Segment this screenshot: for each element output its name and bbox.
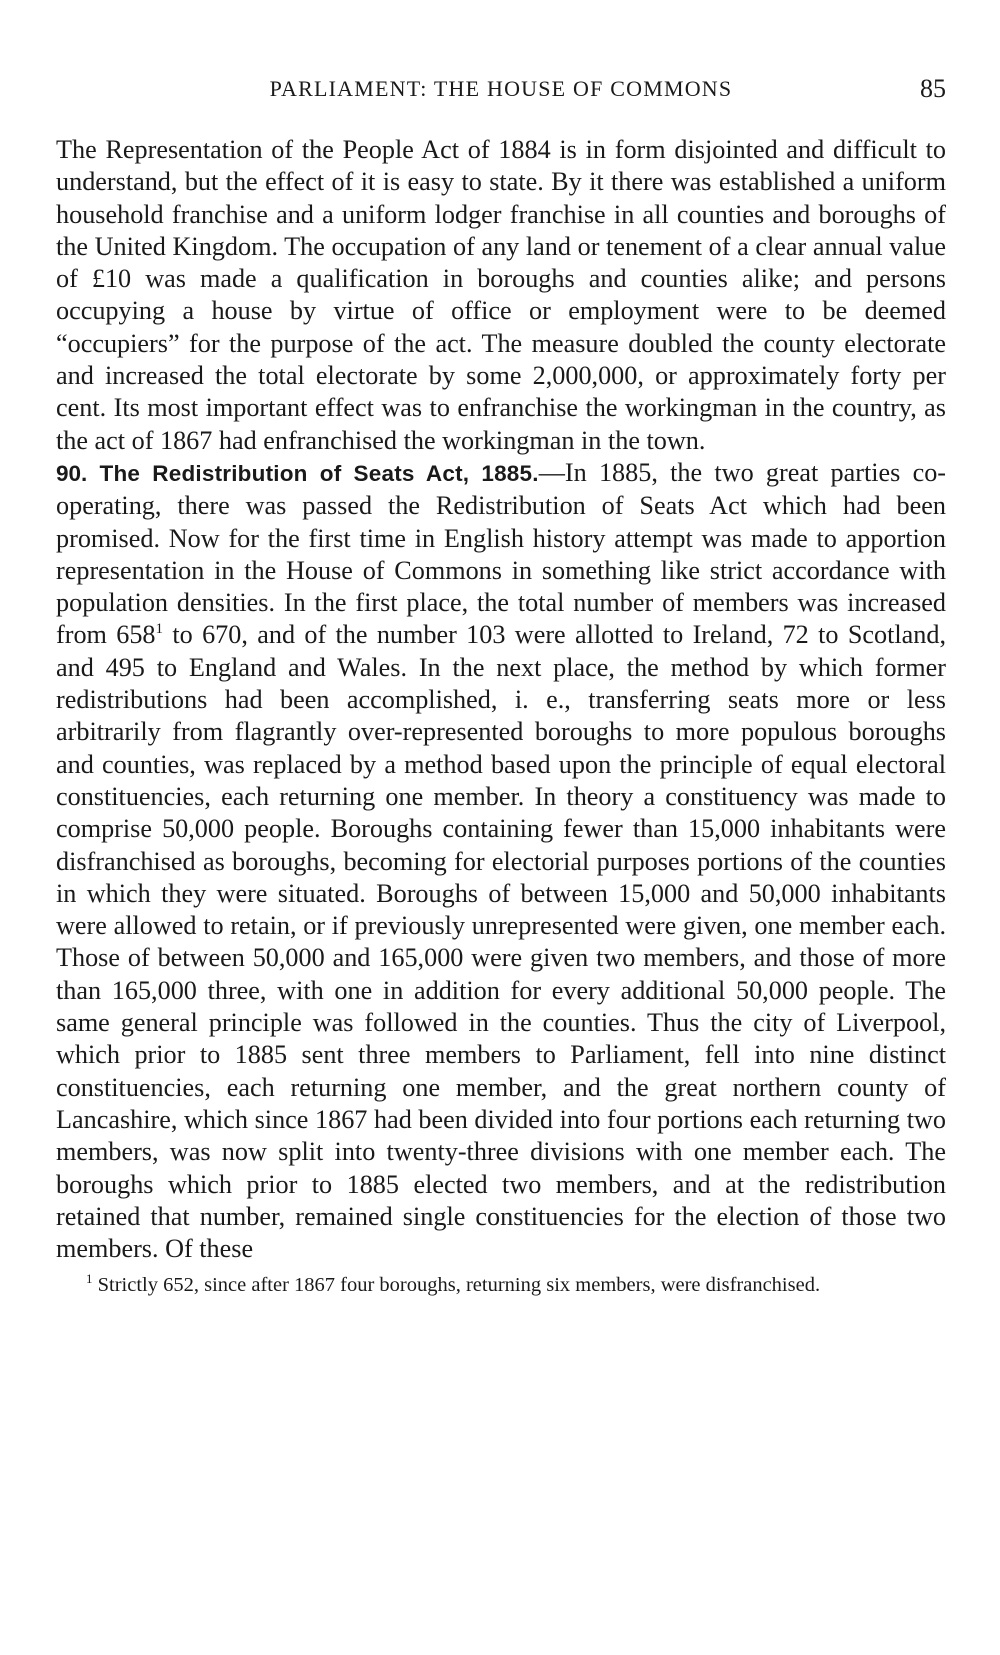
footnote-reference: 1 [155, 621, 164, 638]
page-number: 85 [920, 74, 946, 103]
paragraph-representation-act: The Representation of the People Act of 1884 is in form disjointed and difficult to understand, but the effect of it is easy to state. By it there was established a uniform household franchise and a uniform lodger franchise in all counties and boroughs of the United Kingdom. The occupation of any land or tenement of a clear annual value of £10 was made a qualification in boroughs and counties alike; and persons occupying a house by virtue of office or employment were to be deemed “occupiers” for the purpose of the act. The measure doubled the county electorate and increased the total electorate by some 2,000,000, or approximately forty per cent. Its most important effect was to enfranchise the workingman in the country, as the act of 1867 had enfranchised the workingman in the town. [56, 135, 946, 455]
section-text-part-1: —In 1885, the two great parties co-operating, there was passed the Redistribution of Seats Act which had been promised. Now for the first time in English history attempt was made to apportion representation in the House of Commons in something like strict accordance with population densities. In the first place, the total number of members was increased from 658 [56, 457, 947, 650]
section-text-part-2: to 670, and of the number 103 were allotted to Ireland, 72 to Scotland, and 495 to England and Wales. In the next place, the method by which former redistributions had been accomplished, i. e., transferring seats more or less arbitrarily from flagrantly over-represented boroughs to more populous boroughs and counties, was replaced by a method based upon the principle of equal electoral constituencies, each returning one member. In theory a constituency was made to comprise 50,000 people. Boroughs containing fewer than 15,000 inhabitants were disfranchised as boroughs, becoming for electorial purposes portions of the counties in which they were situated. Boroughs of between 15,000 and 50,000 inhabitants were allowed to retain, or if previously unrepresented were given, one member each. Those of between 50,000 and 165,000 were given two members, and those of more than 165,000 three, with one in addition for every additional 50,000 people. The same general principle was followed in the counties. Thus the city of Liverpool, which prior to 1885 sent three members to Parliament, fell into nine distinct constituencies, each returning one member, and the great northern county of Lancashire, which since 1867 had been divided into four portions each returning two members, was now split into twenty-three divisions with one member each. The boroughs which prior to 1885 elected two members, and at the redistribution retained that number, remained single constituencies for the election of those two members. Of these [56, 620, 947, 1264]
footnote-text: Strictly 652, since after 1867 four boroughs, returning six members, were disfranchised. [97, 1274, 821, 1297]
running-title: PARLIAMENT: THE HOUSE OF COMMONS [269, 76, 733, 101]
footnote [56, 1273, 946, 1297]
book-page [56, 70, 946, 1297]
body-text [56, 134, 946, 1265]
footnote-mark: 1 [86, 1271, 93, 1287]
section-number: 90. [56, 460, 88, 486]
running-header [56, 70, 946, 110]
section-heading: The Redistribution of Seats Act, 1885. [99, 460, 539, 486]
paragraph-section-90 [56, 457, 946, 1265]
